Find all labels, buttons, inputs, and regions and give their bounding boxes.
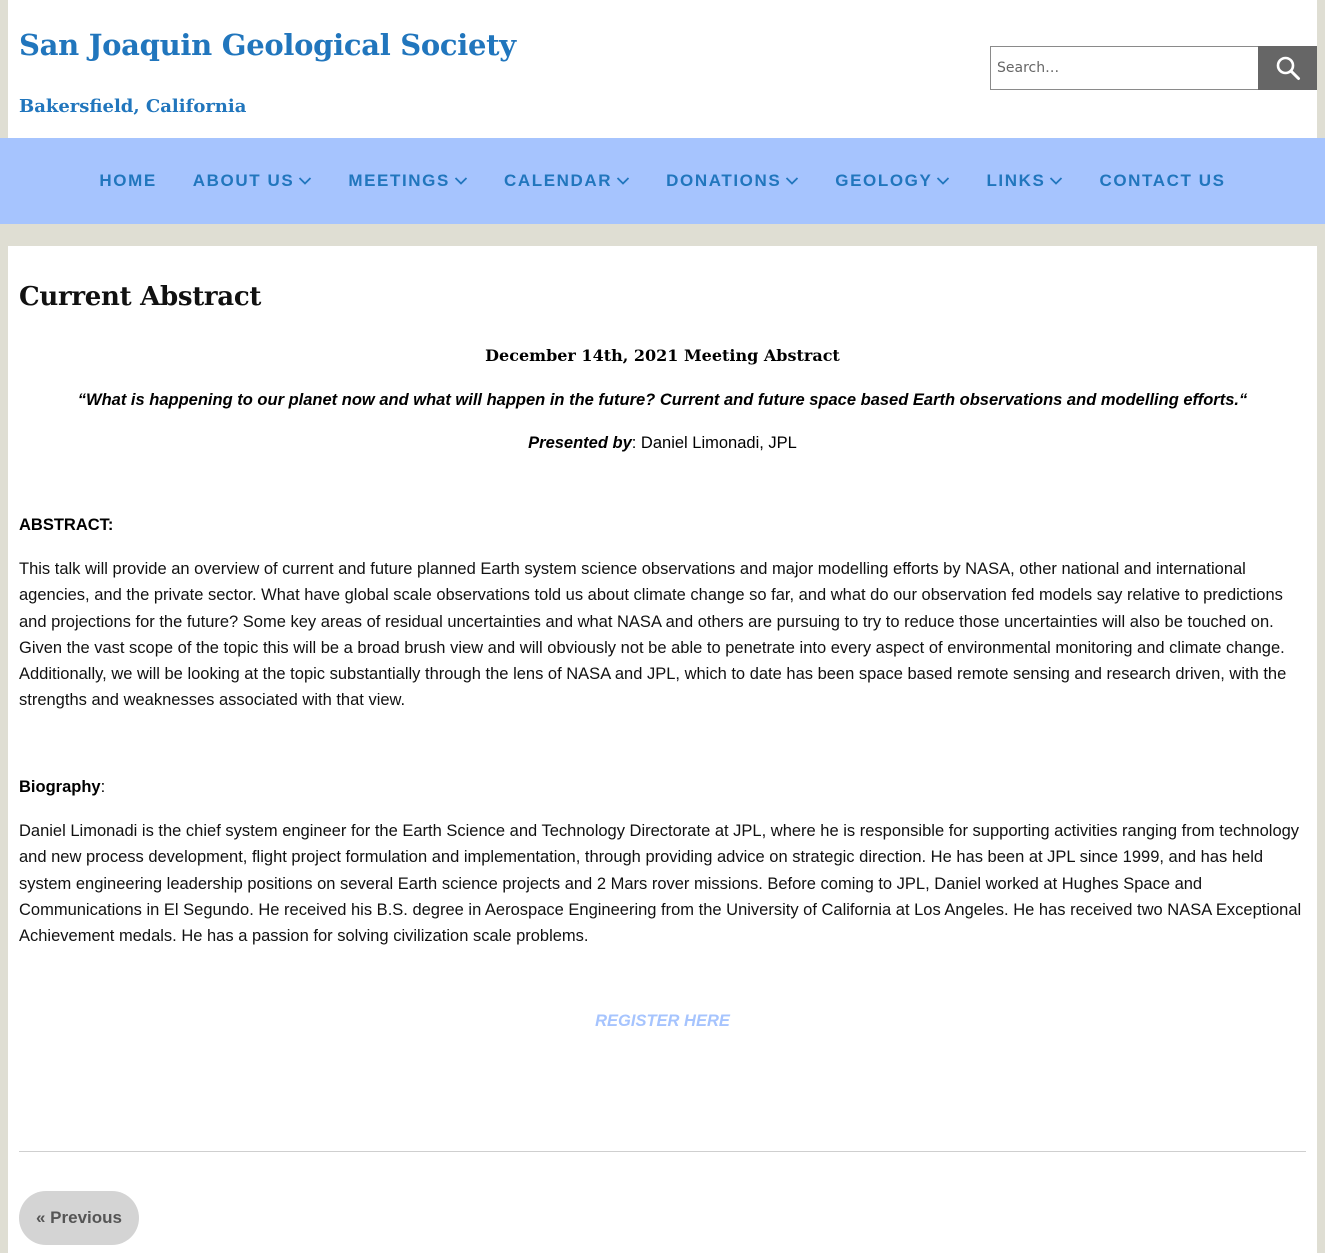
nav-item-geology[interactable] — [835, 171, 950, 191]
chevron-down-icon[interactable] — [785, 176, 799, 186]
abstract-text: This talk will provide an overview of current and future planned Earth system science observations and major modelling efforts by NASA, other national and international agencies, and the private sector. What have global scale observations told us about climate change so far, and what do our observation fed models say relative to predictions and projections for the future? Some key areas of residual uncertainties and what NASA and others are pursuing to try to reduce those uncertainties will also be touched on. Given the vast scope of the topic this will be a broad brush view and will obviously not be able to penetrate into every aspect of environmental monitoring and climate change. Additionally, we will be looking at the topic substantially through the lens of NASA and JPL, which to date has been space based remote sensing and research driven, with the strengths and weaknesses associated with that view. — [19, 560, 1287, 710]
nav-label: CONTACT US — [1099, 171, 1226, 190]
site-title[interactable]: San Joaquin Geological Society — [19, 28, 516, 62]
nav-item-calendar[interactable] — [504, 171, 630, 191]
biography-text: Daniel Limonadi is the chief system engineer for the Earth Science and Technology Directorate at JPL, where he is responsible for supporting activities ranging from technology and new process development, flight project formulation and implementation, through providing advice on strategic direction. He has been at JPL since 1999, and has held system engineering leadership positions on several Earth science projects and 2 Mars rover missions. Before coming to JPL, Daniel worked at Hughes Space and Communications in El Segundo. He received his B.S. degree in Aerospace Engineering from the University of California at Los Angeles. He has received two NASA Exceptional Achievement medals. He has a passion for solving civilization scale problems. — [19, 822, 1302, 946]
nav-label: GEOLOGY — [835, 171, 933, 190]
nav-label: LINKS — [986, 171, 1046, 190]
presented-by-label: Presented by — [528, 434, 632, 452]
search-form — [990, 46, 1317, 90]
nav-item-about-us[interactable] — [193, 171, 313, 191]
site-tagline: Bakersfield, California — [19, 96, 247, 117]
chevron-down-icon[interactable] — [616, 176, 630, 186]
nav-label: MEETINGS — [348, 171, 450, 190]
divider — [19, 1151, 1306, 1152]
nav-item-home[interactable] — [99, 171, 156, 191]
chevron-down-icon[interactable] — [454, 176, 468, 186]
nav-label: ABOUT US — [192, 171, 295, 190]
search-button[interactable] — [1258, 46, 1317, 90]
nav-label: DONATIONS — [666, 171, 782, 190]
presenter-name: : Daniel Limonadi, JPL — [631, 434, 797, 452]
main-nav — [0, 138, 1325, 224]
register-link[interactable]: REGISTER HERE — [595, 1012, 730, 1030]
previous-button[interactable]: « Previous — [19, 1191, 139, 1245]
nav-content-gap — [0, 224, 1325, 246]
chevron-down-icon[interactable] — [936, 176, 950, 186]
nav-item-contact-us[interactable] — [1099, 171, 1225, 191]
chevron-down-icon[interactable] — [1049, 176, 1063, 186]
site-header — [8, 0, 1317, 138]
nav-item-meetings[interactable] — [348, 171, 468, 191]
page — [8, 0, 1317, 1253]
biography-colon: : — [100, 778, 106, 796]
abstract-label: ABSTRACT: — [19, 516, 114, 534]
presenter-line — [19, 434, 1306, 453]
nav-item-donations[interactable] — [666, 171, 799, 191]
search-icon — [1275, 55, 1301, 81]
page-title: Current Abstract — [19, 282, 262, 312]
talk-title: “What is happening to our planet now and what will happen in the future? Current and future space based Earth observations and modelling efforts.“ — [77, 391, 1248, 409]
nav-label: HOME — [99, 171, 157, 190]
nav-item-links[interactable] — [986, 171, 1063, 191]
nav-label: CALENDAR — [503, 171, 613, 190]
biography-heading — [19, 778, 105, 797]
biography-label: Biography — [19, 778, 101, 796]
chevron-down-icon[interactable] — [298, 176, 312, 186]
search-input[interactable] — [990, 46, 1258, 90]
meeting-heading: December 14th, 2021 Meeting Abstract — [485, 346, 840, 365]
